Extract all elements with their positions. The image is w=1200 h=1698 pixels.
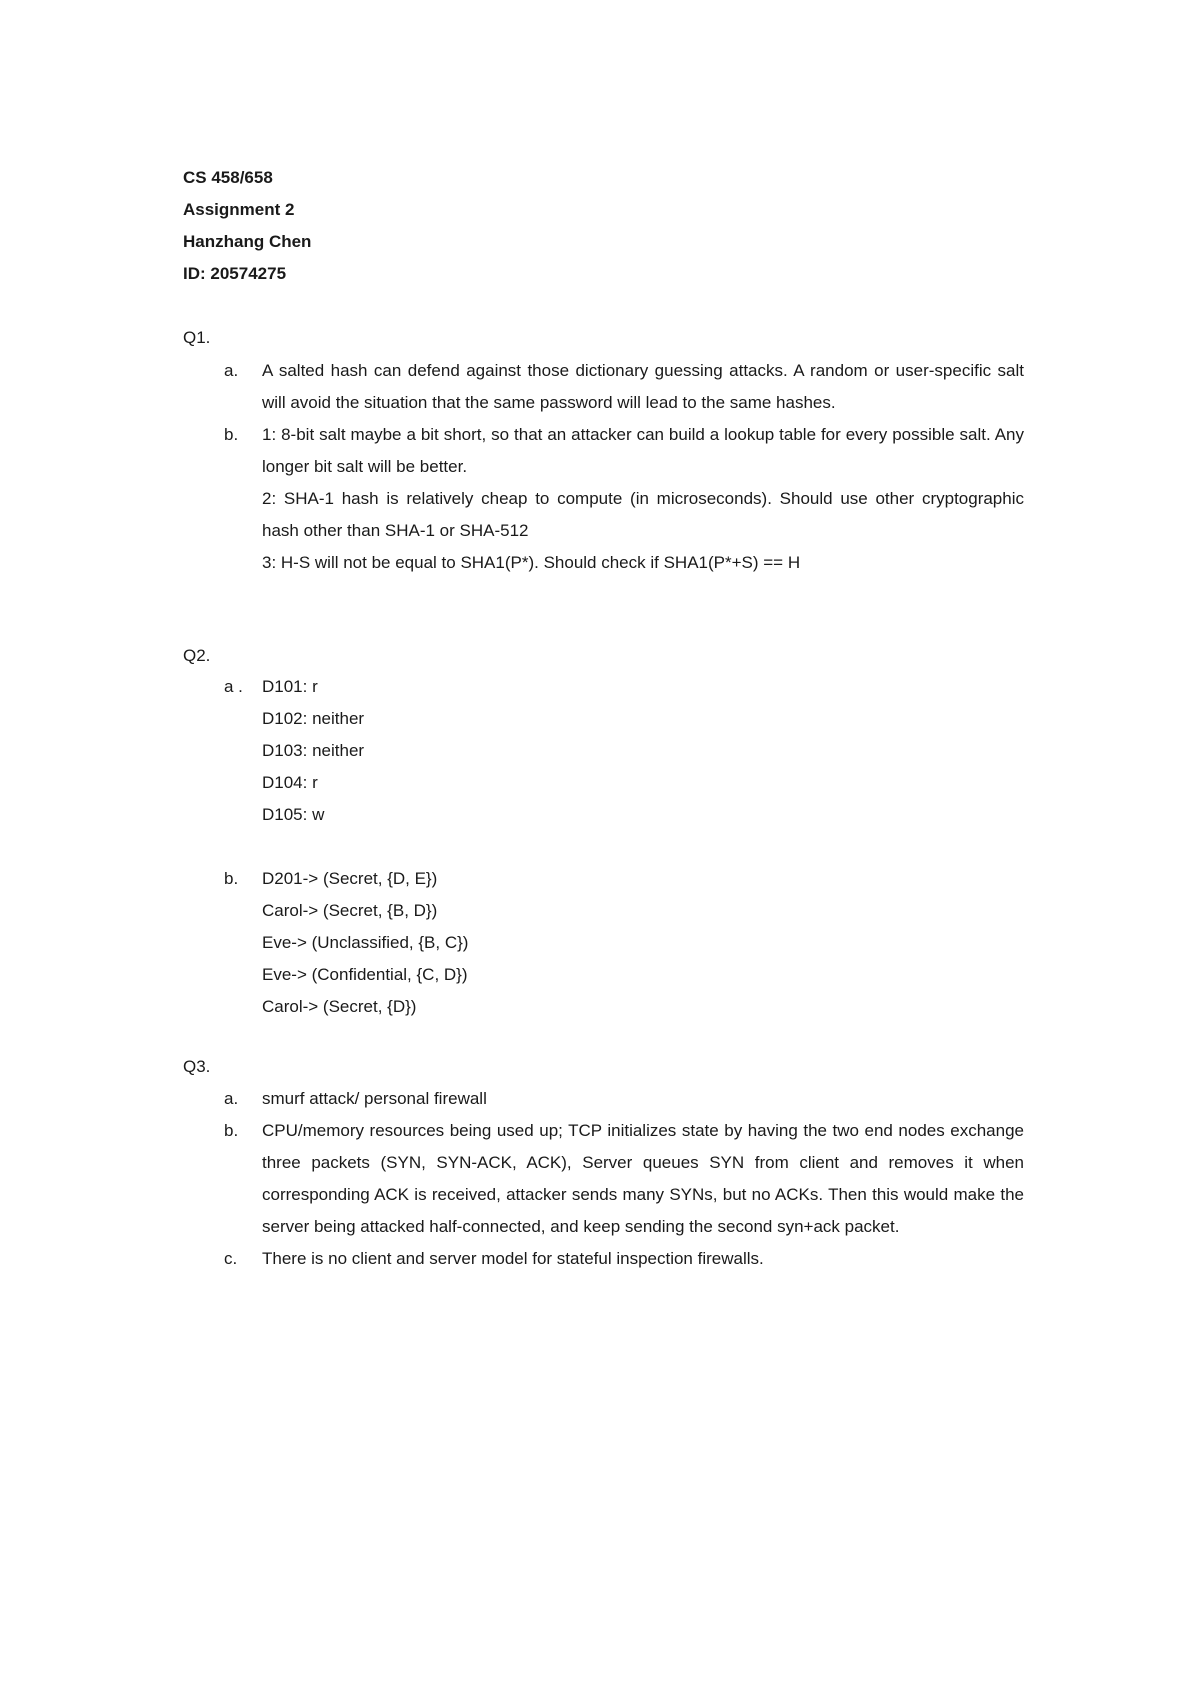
q3-a-text: smurf attack/ personal firewall (262, 1089, 487, 1108)
q3-label: Q3. (183, 1057, 211, 1076)
q1-answers (224, 355, 1024, 579)
q3-b-marker: b. (224, 1121, 239, 1140)
q3-item-b (224, 1115, 1024, 1243)
q1-label: Q1. (183, 328, 211, 347)
q1-b-line2: 2: SHA-1 hash is relatively cheap to compute (in microseconds). Should use other cryptographic hash other than SHA-1 or SHA-512 (262, 489, 1024, 540)
document-header (183, 162, 311, 290)
q2-a-line: D104: r (262, 773, 318, 792)
course-code: CS 458/658 (183, 168, 273, 187)
q1-b-marker: b. (224, 425, 239, 444)
q2-b-line: Eve-> (Confidential, {C, D}) (262, 965, 468, 984)
student-name: Hanzhang Chen (183, 232, 312, 251)
q3-a-marker: a. (224, 1089, 239, 1108)
q3-answers (224, 1083, 1024, 1275)
q2-b-line: Carol-> (Secret, {B, D}) (262, 901, 438, 920)
q1-a-marker: a. (224, 361, 239, 380)
q3-item-c (224, 1243, 1024, 1275)
q1-item-a (224, 355, 1024, 419)
q2-b-line: Carol-> (Secret, {D}) (262, 997, 417, 1016)
q3-c-marker: c. (224, 1249, 238, 1268)
q2-item-b (224, 863, 1024, 1023)
q2-a-marker: a . (224, 677, 243, 696)
q2-label: Q2. (183, 646, 211, 665)
q3-item-a (224, 1083, 1024, 1115)
q2-b-line: Eve-> (Unclassified, {B, C}) (262, 933, 469, 952)
student-id: ID: 20574275 (183, 264, 287, 283)
q1-item-b (224, 419, 1024, 579)
q2-b-marker: b. (224, 869, 239, 888)
q2-item-a (224, 671, 1024, 831)
q3-b-text: CPU/memory resources being used up; TCP initializes state by having the two end nodes exchange three packets (SYN, SYN-ACK, ACK), Server queues SYN from client and removes it when corresponding ACK is received, attacker sends many SYNs, but no ACKs. Then this would make the server being attacked half-connected, and keep sending the second syn+ack packet. (262, 1121, 1024, 1236)
q2-a-line: D102: neither (262, 709, 365, 728)
q2-b-line: D201-> (Secret, {D, E}) (262, 869, 438, 888)
q2-a-line: D103: neither (262, 741, 365, 760)
assignment-title: Assignment 2 (183, 200, 295, 219)
q2-answers (224, 671, 1024, 1023)
spacer (224, 831, 1024, 863)
q1-b-line1: 1: 8-bit salt maybe a bit short, so that an attacker can build a lookup table for every possible salt. Any longer bit salt will be better. (262, 425, 1024, 476)
q1-a-text: A salted hash can defend against those dictionary guessing attacks. A random or user-specific salt will avoid the situation that the same password will lead to the same hashes. (262, 361, 1024, 412)
q2-a-line: D105: w (262, 805, 325, 824)
q2-a-line: D101: r (262, 677, 318, 696)
q1-b-line3: 3: H-S will not be equal to SHA1(P*). Should check if SHA1(P*+S) == H (262, 553, 801, 572)
q3-c-text: There is no client and server model for stateful inspection firewalls. (262, 1249, 764, 1268)
